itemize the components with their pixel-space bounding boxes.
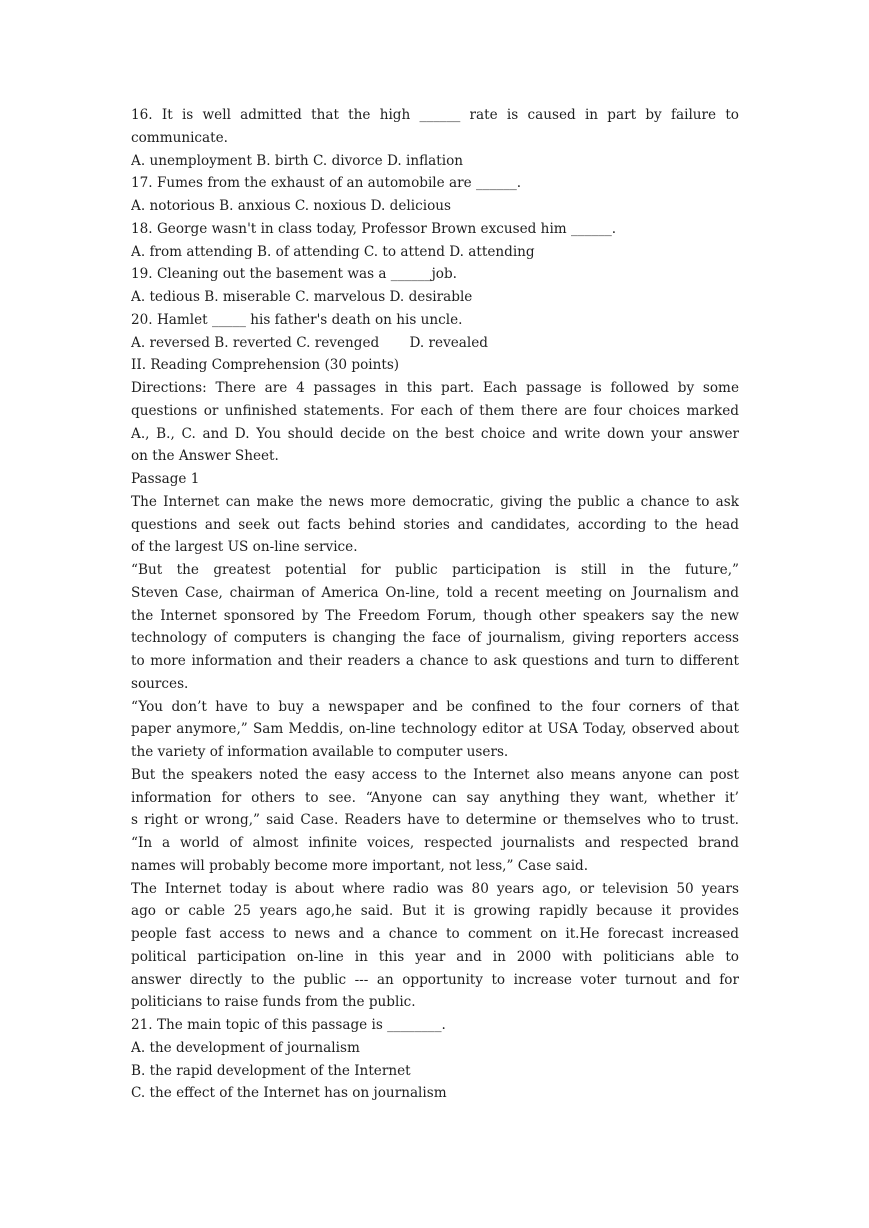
text-line: communicate. [131, 129, 228, 146]
text-line: 20. Hamlet _____ his father's death on his uncle. [131, 311, 463, 328]
text-line: 16. It is well admitted that the high ______ rate is caused in part by failure to [131, 107, 739, 123]
text-line: A. from attending B. of attending C. to attend D. attending [131, 243, 535, 260]
text-line: II. Reading Comprehension (30 points) [131, 357, 400, 374]
text-line: A. unemployment B. birth C. divorce D. inflation [131, 152, 464, 169]
text-line: 18. George wasn't in class today, Professor Brown excused him ______. [131, 220, 617, 237]
text-line: political participation on-line in this year and in 2000 with politicians able to [131, 948, 739, 965]
text-line: “In a world of almost infinite voices, respected journalists and respected brand [131, 835, 739, 851]
text-line: answer directly to the public --- an opportunity to increase voter turnout and for [131, 971, 739, 988]
text-line: A., B., C. and D. You should decide on the best choice and write down your answer [131, 425, 739, 442]
text-line: 21. The main topic of this passage is ________. [131, 1017, 446, 1033]
text-line: “But the greatest potential for public participation is still in the future,” [131, 562, 739, 578]
text-line: Directions: There are 4 passages in this part. Each passage is followed by some [131, 380, 739, 396]
text-line: the variety of information available to computer users. [131, 744, 509, 760]
text-line: politicians to raise funds from the public. [131, 994, 416, 1011]
text-line: information for others to see. “Anyone can say anything they want, whether it’ [131, 789, 739, 806]
text-line: But the speakers noted the easy access to the Internet also means anyone can post [131, 766, 739, 783]
text-line: sources. [131, 675, 189, 692]
text-line: “You don’t have to buy a newspaper and be confined to the four corners of that [131, 698, 739, 715]
text-line: The Internet today is about where radio was 80 years ago, or television 50 years [131, 880, 739, 897]
text-line: Passage 1 [131, 471, 200, 487]
text-line: technology of computers is changing the face of journalism, giving reporters access [131, 630, 739, 647]
text-line: The Internet can make the news more democratic, giving the public a chance to ask [131, 493, 739, 510]
text-line: A. tedious B. miserable C. marvelous D. desirable [131, 289, 473, 305]
text-line: Steven Case, chairman of America On-line, told a recent meeting on Journalism and [131, 584, 739, 601]
text-line: questions and seek out facts behind stories and candidates, according to the head [131, 516, 739, 533]
document-page [131, 104, 739, 1105]
text-line: A. notorious B. anxious C. noxious D. delicious [131, 198, 451, 214]
text-line: A. the development of journalism [131, 1039, 360, 1056]
text-line: to more information and their readers a chance to ask questions and turn to different [131, 653, 739, 669]
text-line: B. the rapid development of the Internet [131, 1062, 411, 1079]
text-line: s right or wrong,” said Case. Readers have to determine or themselves who to trust. [131, 812, 739, 829]
text-line: people fast access to news and a chance to comment on it.He forecast increased [131, 926, 739, 942]
text-line: 19. Cleaning out the basement was a ______job. [131, 266, 457, 283]
text-line: on the Answer Sheet. [131, 448, 279, 465]
text-line: ago or cable 25 years ago,he said. But it is growing rapidly because it provides [131, 903, 739, 920]
text-line: 17. Fumes from the exhaust of an automobile are ______. [131, 175, 522, 192]
text-line: C. the effect of the Internet has on journalism [131, 1085, 447, 1102]
text-line: the Internet sponsored by The Freedom Forum, though other speakers say the new [131, 607, 739, 624]
text-line: questions or unfinished statements. For each of them there are four choices marked [131, 402, 739, 419]
text-line: names will probably become more important, not less,” Case said. [131, 857, 589, 874]
text-line: paper anymore,” Sam Meddis, on-line technology editor at USA Today, observed about [131, 721, 739, 738]
text-line: A. reversed B. reverted C. revenged D. revealed [131, 334, 488, 351]
text-line: of the largest US on-line service. [131, 539, 358, 556]
